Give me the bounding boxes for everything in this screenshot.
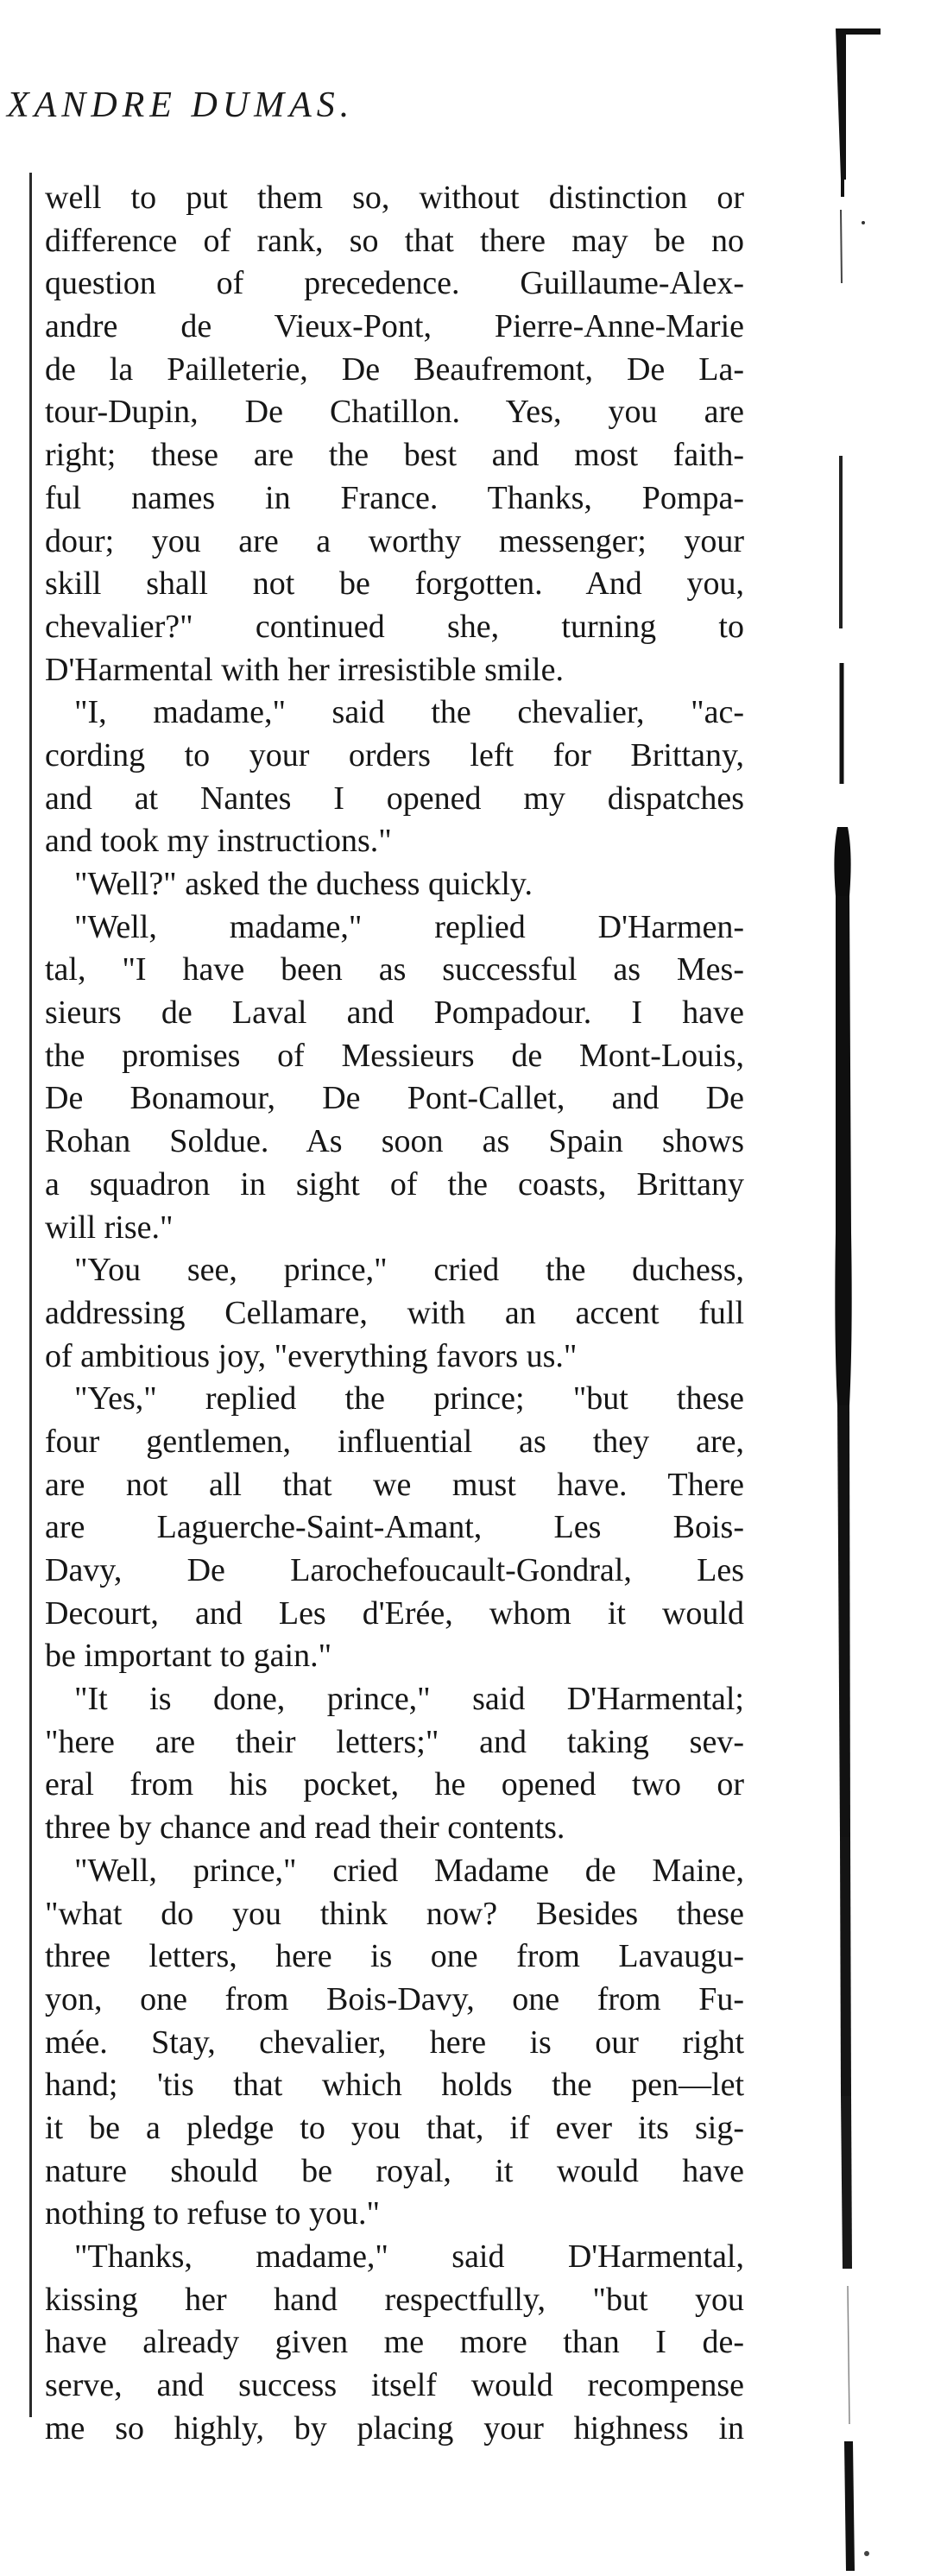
text-line: andre de Vieux-Pont, Pierre-Anne-Marie	[45, 308, 744, 345]
running-head: XANDRE DUMAS.	[7, 85, 355, 125]
binding-shadow-graphic	[829, 24, 881, 2573]
text-line: "here are their letters;" and taking sev-	[45, 1723, 744, 1760]
text-line: "Well, prince," cried Madame de Maine,	[74, 1852, 744, 1889]
text-line: right; these are the best and most faith-	[45, 437, 744, 474]
text-line: skill shall not be forgotten. And you,	[45, 565, 744, 603]
text-line: difference of rank, so that there may be no	[45, 222, 744, 259]
text-line: "Well, madame," replied D'Harmen-	[74, 908, 744, 945]
text-line: nothing to refuse to you."	[45, 2195, 381, 2232]
text-line: will rise."	[45, 1209, 174, 1246]
text-line: nature should be royal, it would have	[45, 2152, 744, 2189]
text-line: Rohan Soldue. As soon as Spain shows	[45, 1123, 744, 1160]
text-line: kissing her hand respectfully, "but you	[45, 2281, 744, 2318]
text-line: question of precedence. Guillaume-Alex-	[45, 265, 744, 302]
text-line: tour-Dupin, De Chatillon. Yes, you are	[45, 394, 744, 431]
text-line: "You see, prince," cried the duchess,	[74, 1252, 744, 1289]
text-line: dour; you are a worthy messenger; your	[45, 522, 744, 559]
text-line: are not all that we must have. There	[45, 1466, 744, 1503]
body-text-column	[45, 177, 744, 2450]
text-line: D'Harmental with her irresistible smile.	[45, 651, 564, 688]
text-line: well to put them so, without distinction or	[45, 180, 744, 216]
text-line: me so highly, by placing your highness in	[45, 2409, 744, 2447]
text-line: "I, madame," said the chevalier, "ac-	[74, 694, 744, 731]
text-line: "Well?" asked the duchess quickly.	[74, 866, 533, 902]
column-rule	[29, 173, 32, 2417]
text-line: and took my instructions."	[45, 823, 392, 860]
text-line: of ambitious joy, "everything favors us."	[45, 1337, 578, 1374]
binding-blot	[834, 827, 850, 896]
text-line: serve, and success itself would recompense	[45, 2367, 744, 2404]
text-line: the promises of Messieurs de Mont-Louis,	[45, 1037, 744, 1074]
text-line: addressing Cellamare, with an accent full	[45, 1294, 744, 1331]
text-line: mée. Stay, chevalier, here is our right	[45, 2024, 744, 2061]
text-line: are Laguerche-Saint-Amant, Les Bois-	[45, 1509, 744, 1546]
text-line: Decourt, and Les d'Erée, whom it would	[45, 1594, 744, 1632]
page-binding-edge	[829, 24, 881, 2573]
text-line: chevalier?" continued she, turning to	[45, 608, 744, 645]
text-line: three by chance and read their contents.	[45, 1809, 565, 1847]
text-line: be important to gain."	[45, 1638, 332, 1675]
text-line: De Bonamour, De Pont-Callet, and De	[45, 1080, 744, 1117]
text-line: sieurs de Laval and Pompadour. I have	[45, 994, 744, 1032]
text-line: tal, "I have been as successful as Mes-	[45, 951, 744, 988]
text-line: and at Nantes I opened my dispatches	[45, 780, 744, 817]
binding-top-bracket	[836, 28, 881, 180]
text-line: it be a pledge to you that, if ever its sig-	[45, 2109, 744, 2146]
text-line: eral from his pocket, he opened two or	[45, 1766, 744, 1803]
text-line: yon, one from Bois-Davy, one from Fu-	[45, 1980, 744, 2017]
text-line: cording to your orders left for Brittany,	[45, 736, 744, 773]
text-line: a squadron in sight of the coasts, Brittany	[45, 1165, 744, 1203]
text-line: "what do you think now? Besides these	[45, 1895, 744, 1932]
text-line: have already given me more than I de-	[45, 2324, 744, 2361]
text-line: hand; 'tis that which holds the pen—let	[45, 2067, 744, 2104]
text-line: "Yes," replied the prince; "but these	[74, 1380, 744, 1417]
text-line: de la Pailleterie, De Beaufremont, De La-	[45, 350, 744, 388]
text-line: three letters, here is one from Lavaugu-	[45, 1938, 744, 1975]
text-line: Davy, De Larochefoucault-Gondral, Les	[45, 1552, 744, 1588]
text-line: "Thanks, madame," said D'Harmental,	[74, 2238, 744, 2275]
text-line: ful names in France. Thanks, Pompa-	[45, 479, 744, 516]
text-line: four gentlemen, influential as they are,	[45, 1423, 744, 1460]
text-line: "It is done, prince," said D'Harmental;	[74, 1681, 744, 1718]
